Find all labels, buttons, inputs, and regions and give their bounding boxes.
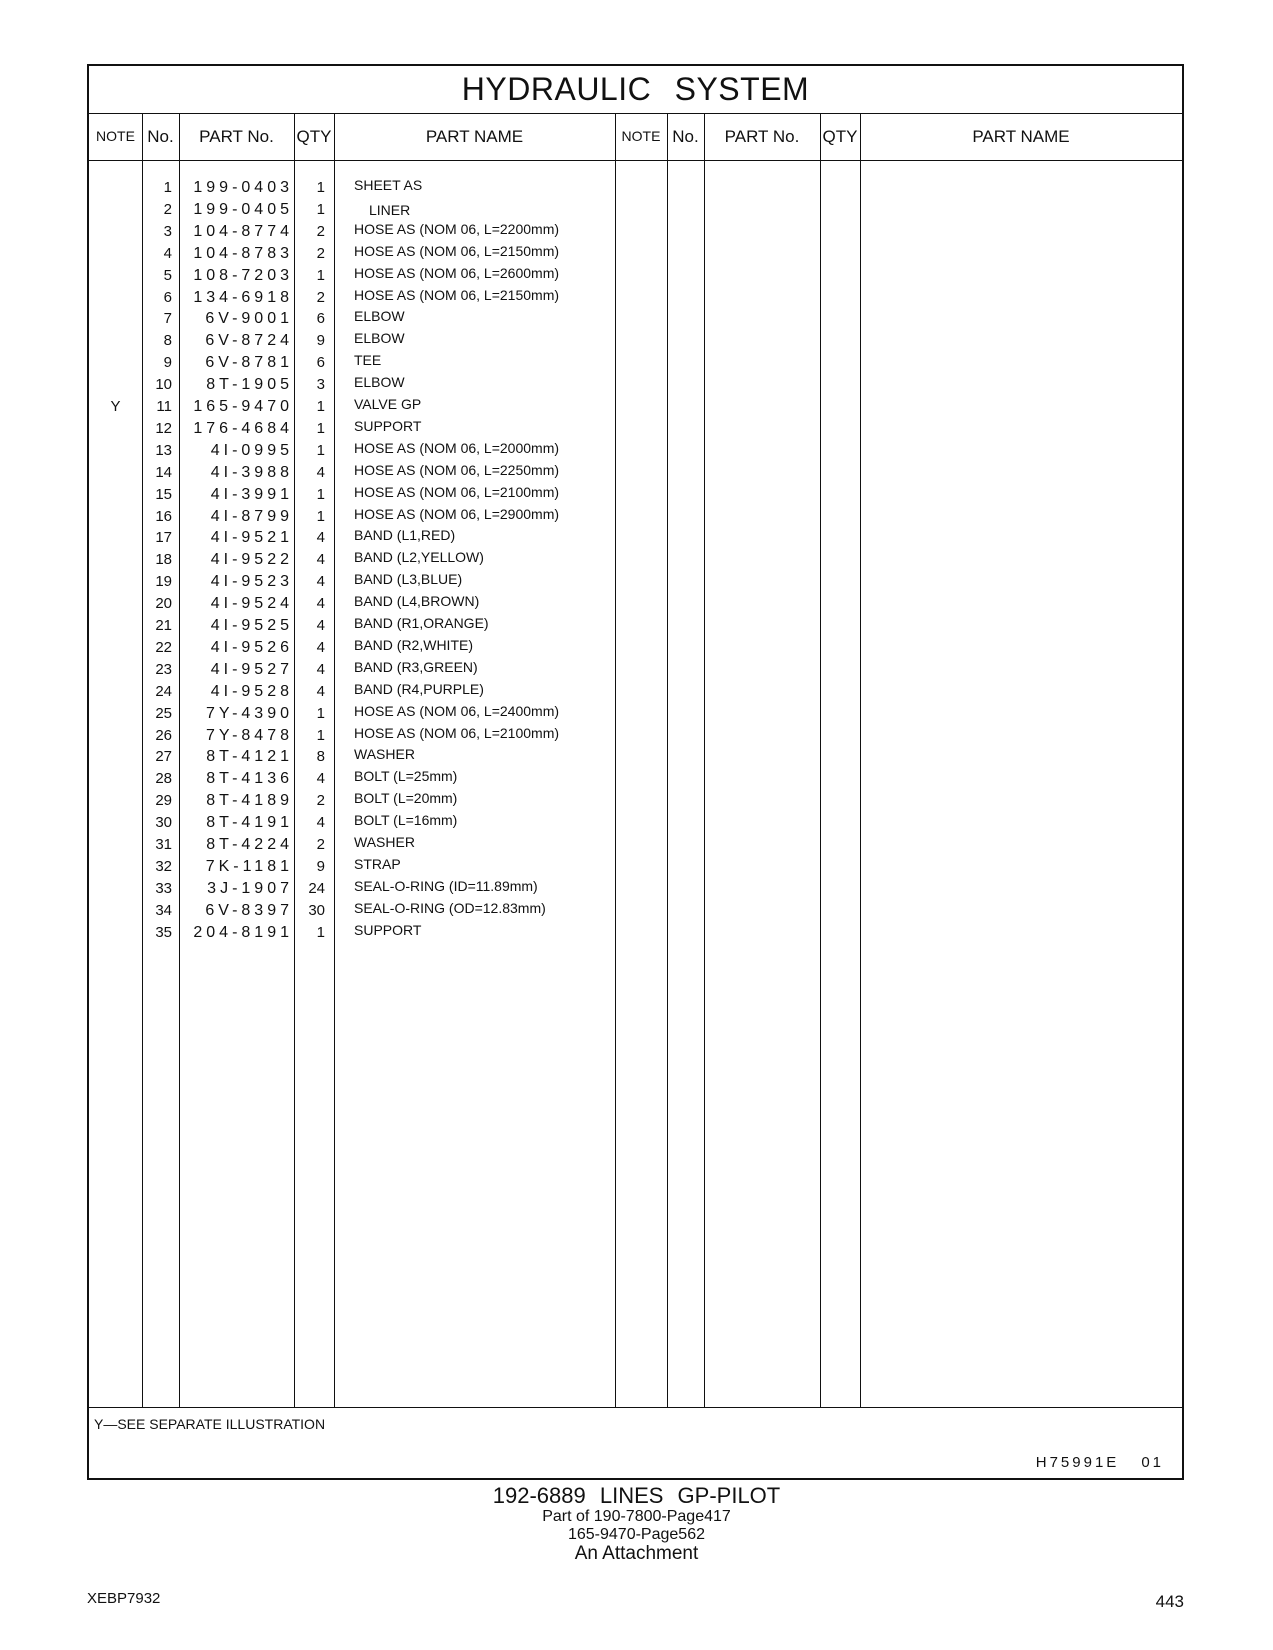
row-quantity: 9 [316,332,325,350]
row-part-name: BAND (R4,PURPLE) [354,680,484,697]
table-row [89,177,1186,199]
row-part-name: HOSE AS (NOM 06, L=2900mm) [354,505,560,522]
row-number: 19 [155,573,172,591]
header-note-2: NOTE [621,128,661,144]
row-number: 7 [163,310,172,328]
header-qty: QTY [296,127,332,146]
table-row [89,221,1186,243]
header-part-name-2: PART NAME [972,127,1070,146]
header-part-no-2: PART No. [724,127,800,146]
table-row [89,659,1186,681]
caption-line-3: An Attachment [574,1543,699,1564]
row-part-number: 104-8783 [193,244,293,262]
row-number: 13 [155,441,172,459]
row-part-name: BOLT (L=20mm) [354,790,458,807]
row-part-number: 108-7203 [193,266,293,284]
row-quantity: 24 [308,879,325,897]
row-number: 34 [155,901,172,919]
row-number: 25 [155,704,172,722]
row-part-name: SEAL-O-RING (OD=12.83mm) [354,899,546,916]
row-part-name: WASHER [354,834,415,850]
row-quantity: 8 [316,748,325,766]
row-number: 12 [155,419,172,437]
row-quantity: 1 [316,441,325,459]
row-number: 22 [155,638,172,656]
row-quantity: 4 [316,660,325,678]
row-number: 14 [155,463,172,481]
row-number: 27 [155,748,172,766]
row-part-name: STRAP [354,855,401,872]
row-quantity: 4 [316,463,325,481]
caption-line-2: 165-9470-Page562 [567,1526,705,1543]
table-row [89,790,1186,812]
table-row [89,812,1186,834]
row-part-number: 176-4684 [193,419,293,437]
table-row [89,462,1186,484]
row-number: 2 [163,200,172,218]
table-row [89,484,1186,506]
table-row [89,746,1186,768]
row-quantity: 6 [316,354,325,372]
parts-table-sheet [87,64,1184,1480]
table-row [89,637,1186,659]
row-part-name: HOSE AS (NOM 06, L=2100mm) [354,483,560,500]
row-quantity: 2 [316,222,325,240]
row-number: 21 [155,617,172,634]
table-row [89,549,1186,571]
table-row [89,243,1186,265]
row-quantity: 1 [316,398,325,415]
row-part-name: SUPPORT [354,921,422,938]
footnote: Y—SEE SEPARATE ILLUSTRATION [94,1416,326,1432]
row-part-name: HOSE AS (NOM 06, L=2150mm) [354,242,560,259]
row-part-name: LINER [369,201,411,218]
row-part-number: 4I-9524 [210,595,293,613]
row-quantity: 1 [316,266,325,284]
row-part-name: HOSE AS (NOM 06, L=2100mm) [354,724,560,741]
row-number: 32 [155,857,172,875]
row-quantity: 1 [316,704,325,722]
row-part-name: BAND (R2,WHITE) [354,636,473,653]
row-number: 9 [163,354,172,372]
table-title: HYDRAULIC SYSTEM [89,66,1182,114]
table-row [89,418,1186,440]
table-row [89,725,1186,747]
table-row [89,615,1186,637]
row-number: 28 [155,770,172,788]
row-part-number: 4I-0995 [210,441,293,459]
row-quantity: 4 [316,638,325,656]
header-qty-2: QTY [822,127,858,146]
row-number: 6 [163,288,172,306]
header-part-no: PART No. [199,127,274,146]
row-part-number: 204-8191 [193,923,293,941]
table-bottom-rule [89,1407,1182,1408]
table-row [89,571,1186,593]
row-number: 8 [163,332,172,350]
table-row [89,308,1186,330]
row-quantity: 4 [316,814,325,832]
row-part-number: 8T-1905 [206,376,293,394]
row-part-number: 4I-9522 [210,551,293,569]
table-row [89,287,1186,309]
row-quantity: 1 [316,419,325,437]
row-number: 24 [155,682,172,700]
row-number: 16 [155,507,172,525]
row-part-name: SHEET AS [354,177,423,193]
row-quantity: 1 [316,200,325,218]
row-quantity: 1 [316,923,325,941]
table-row [89,922,1186,944]
row-part-number: 4I-9525 [210,617,293,634]
table-row [89,681,1186,703]
row-part-name: BAND (L2,YELLOW) [354,549,484,566]
row-part-number: 6V-8781 [205,354,293,372]
row-part-number: 4I-9526 [210,638,293,656]
row-part-name: HOSE AS (NOM 06, L=2600mm) [354,264,560,281]
row-quantity: 9 [316,857,325,875]
table-row [89,527,1186,549]
row-number: 20 [155,595,172,613]
row-quantity: 1 [316,485,325,503]
row-quantity: 4 [316,682,325,700]
caption-line-1: Part of 190-7800-Page417 [542,1508,731,1525]
row-part-name: SEAL-O-RING (ID=11.89mm) [354,877,538,894]
header-note: NOTE [96,128,135,144]
row-part-name: ELBOW [354,374,405,391]
header-part-name: PART NAME [425,127,524,146]
table-row [89,834,1186,856]
caption [0,1484,1273,1564]
row-part-name: TEE [354,352,382,369]
table-row [89,199,1186,221]
row-part-number: 7Y-4390 [205,704,293,722]
row-part-number: 4I-3991 [210,485,293,503]
row-quantity: 6 [316,310,325,328]
row-part-name: HOSE AS (NOM 06, L=2150mm) [354,286,560,303]
table-row [89,768,1186,790]
table-row [89,374,1186,396]
row-part-number: 3J-1907 [207,879,293,897]
row-part-number: 4I-9521 [210,529,293,547]
row-part-name: ELBOW [354,308,405,325]
row-part-number: 8T-4191 [206,814,293,832]
row-quantity: 4 [316,595,325,613]
table-row [89,856,1186,878]
row-part-number: 6V-9001 [205,310,293,328]
row-part-number: 199-0403 [193,179,293,196]
row-part-name: SUPPORT [354,417,422,434]
row-part-number: 4I-9528 [210,682,293,700]
row-part-name: BAND (L4,BROWN) [354,593,480,610]
row-quantity: 2 [316,836,325,853]
table-row [89,440,1186,462]
row-part-name: VALVE GP [354,396,422,412]
row-part-number: 104-8774 [193,222,293,240]
row-number: 35 [155,923,172,941]
row-part-name: BAND (L3,BLUE) [354,571,463,588]
row-part-number: 7K-1181 [205,857,293,875]
row-quantity: 30 [308,901,325,919]
table-row [89,593,1186,615]
row-part-number: 165-9470 [193,398,293,415]
table-row [89,900,1186,922]
header-no-2: No. [672,127,699,146]
row-quantity: 4 [316,573,325,591]
row-quantity: 1 [316,726,325,744]
row-part-name: HOSE AS (NOM 06, L=2400mm) [354,702,560,719]
row-number: 17 [155,529,172,547]
row-part-number: 6V-8724 [205,332,293,350]
table-row [89,703,1186,725]
row-number: 26 [155,726,172,744]
row-quantity: 4 [316,529,325,547]
row-part-number: 134-6918 [193,288,293,306]
row-part-name: BAND (L1,RED) [354,527,456,544]
table-row [89,396,1186,418]
row-quantity: 1 [316,179,325,196]
caption-title: 192-6889 LINES GP-PILOT [492,1483,781,1508]
row-quantity: 2 [316,288,325,306]
illustration-code-id: H75991E [1035,1454,1120,1471]
row-part-name: HOSE AS (NOM 06, L=2200mm) [354,220,560,237]
row-quantity: 4 [316,551,325,569]
row-part-number: 8T-4189 [206,792,293,810]
row-number: 10 [155,376,172,394]
table-header [89,113,1182,161]
row-number: 5 [163,266,172,284]
row-number: 30 [155,814,172,832]
row-number: 18 [155,551,172,569]
row-part-number: 4I-3988 [210,463,293,481]
row-part-number: 199-0405 [193,200,293,218]
table-row [89,265,1186,287]
row-part-name: ELBOW [354,330,405,347]
row-part-name: BAND (R1,ORANGE) [354,615,489,631]
row-part-name: BOLT (L=25mm) [354,768,458,785]
row-number: 29 [155,792,172,810]
row-quantity: 4 [316,617,325,634]
illustration-code [1036,1454,1164,1471]
row-quantity: 4 [316,770,325,788]
row-part-number: 8T-4121 [206,748,293,766]
row-part-number: 7Y-8478 [205,726,293,744]
row-part-name: HOSE AS (NOM 06, L=2250mm) [354,461,560,478]
table-row [89,330,1186,352]
row-number: 33 [155,879,172,897]
row-number: 3 [163,222,172,240]
row-part-number: 4I-8799 [210,507,293,525]
row-quantity: 3 [316,376,325,394]
row-quantity: 1 [316,507,325,525]
row-note: Y [110,398,121,415]
row-number: 1 [163,179,172,196]
table-row [89,878,1186,900]
page-number: 443 [1155,1592,1184,1611]
row-part-name: BOLT (L=16mm) [354,812,458,829]
row-quantity: 2 [316,792,325,810]
table-row [89,506,1186,528]
row-number: 23 [155,660,172,678]
row-number: 11 [156,398,172,415]
table-row [89,352,1186,374]
row-number: 15 [155,485,172,503]
row-part-number: 4I-9527 [210,660,293,678]
row-part-name: BAND (R3,GREEN) [354,658,478,675]
row-part-number: 8T-4136 [206,770,293,788]
row-quantity: 2 [316,244,325,262]
row-part-name: WASHER [354,746,415,763]
row-number: 31 [155,836,172,853]
illustration-code-rev: 01 [1141,1454,1164,1471]
row-part-number: 8T-4224 [206,836,293,853]
row-part-number: 4I-9523 [210,573,293,591]
row-part-number: 6V-8397 [205,901,293,919]
row-part-name: HOSE AS (NOM 06, L=2000mm) [354,439,560,456]
header-no: No. [147,127,174,146]
document-id: XEBP7932 [87,1590,161,1607]
row-number: 4 [163,244,172,262]
